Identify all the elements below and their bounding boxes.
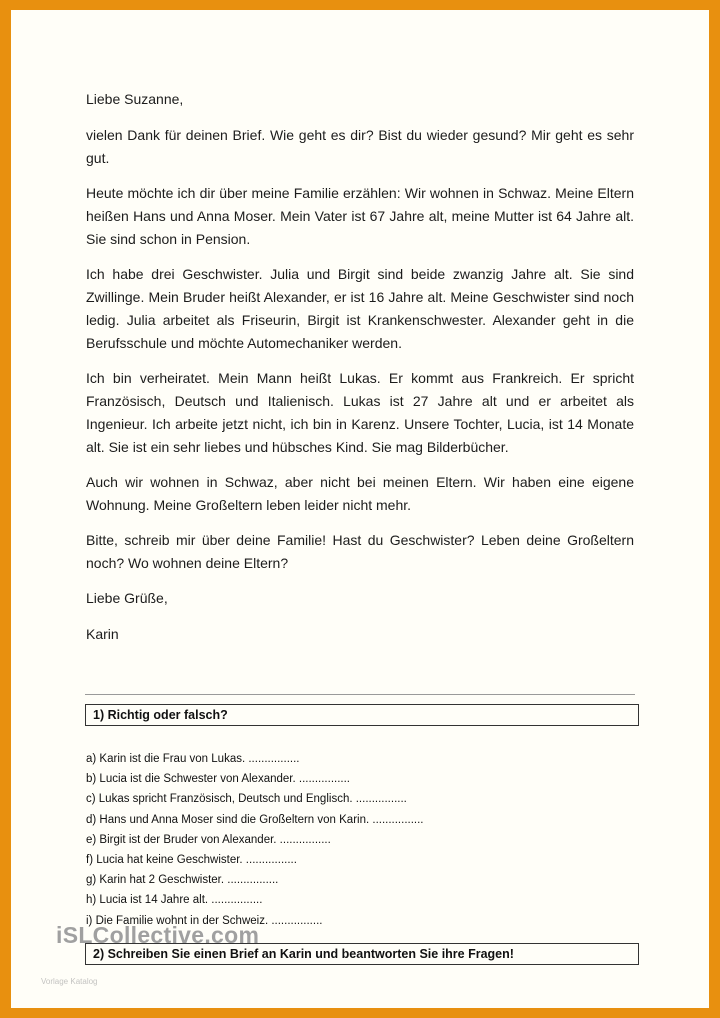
divider-line [85, 694, 635, 695]
letter-paragraph: vielen Dank für deinen Brief. Wie geht es dir? Bist du wieder gesund? Mir geht es sehr gut. [86, 127, 634, 166]
letter-paragraph: Ich habe drei Geschwister. Julia und Birgit sind beide zwanzig Jahre alt. Sie sind Zwillinge. Mein Bruder heißt Alexander, er ist 16 Jahre alt. Meine Geschwister sind noch ledig. Julia arbeitet als Friseurin, Birgit ist Krankenschwester. Alexander geht in die Berufsschule und möchte Automechaniker werden. [86, 266, 634, 351]
list-item: d) Hans und Anna Moser sind die Großeltern von Karin. ................ [86, 813, 424, 826]
letter-greeting: Liebe Suzanne, [86, 91, 184, 107]
list-item: c) Lukas spricht Französisch, Deutsch und Englisch. ................ [86, 793, 407, 806]
watermark-brand: iSLCollective.com [56, 922, 260, 948]
list-item: i) Die Familie wohnt in der Schweiz. ................ [86, 914, 323, 927]
task1-title-box [85, 704, 639, 726]
letter-paragraph: Ich bin verheiratet. Mein Mann heißt Lukas. Er kommt aus Frankreich. Er spricht Französisch, Deutsch und Italienisch. Lukas ist 27 Jahre alt und er arbeitet als Ingenieur. Ich arbeite jetzt nicht, ich bin in Karenz. Unsere Tochter, Lucia, ist 14 Monate alt. Sie ist ein sehr liebes und hübsches Kind. Sie mag Bilderbücher. [86, 370, 634, 455]
letter-paragraph: Auch wir wohnen in Schwaz, aber nicht bei meinen Eltern. Wir haben eine eigene Wohnung. Meine Großeltern leben leider nicht mehr. [86, 474, 634, 513]
task2-title: 2) Schreiben Sie einen Brief an Karin und beantworten Sie ihre Fragen! [93, 947, 514, 961]
task1-title: 1) Richtig oder falsch? [93, 708, 228, 722]
list-item: e) Birgit ist der Bruder von Alexander. ................ [86, 833, 331, 846]
letter-paragraph: Bitte, schreib mir über deine Familie! Hast du Geschwister? Leben deine Großeltern noch? Wo wohnen deine Eltern? [86, 532, 634, 571]
list-item: f) Lucia hat keine Geschwister. ................ [86, 854, 297, 867]
worksheet-page [11, 10, 709, 1008]
true-false-list [86, 749, 606, 931]
letter-paragraph: Heute möchte ich dir über meine Familie erzählen: Wir wohnen in Schwaz. Meine Eltern heißen Hans und Anna Moser. Mein Vater ist 67 Jahre alt, meine Mutter ist 64 Jahre alt. Sie sind schon in Pension. [86, 185, 634, 247]
watermark-small: Vorlage Katalog [41, 977, 98, 986]
list-item: g) Karin hat 2 Geschwister. ................ [86, 874, 279, 887]
list-item: b) Lucia ist die Schwester von Alexander. ................ [86, 773, 350, 786]
letter-closing: Liebe Grüße, [86, 590, 168, 606]
letter [86, 88, 634, 658]
list-item: h) Lucia ist 14 Jahre alt. ................ [86, 894, 263, 907]
list-item: a) Karin ist die Frau von Lukas. ................ [86, 753, 300, 765]
letter-signature: Karin [86, 626, 119, 642]
task2-title-box [85, 943, 639, 965]
